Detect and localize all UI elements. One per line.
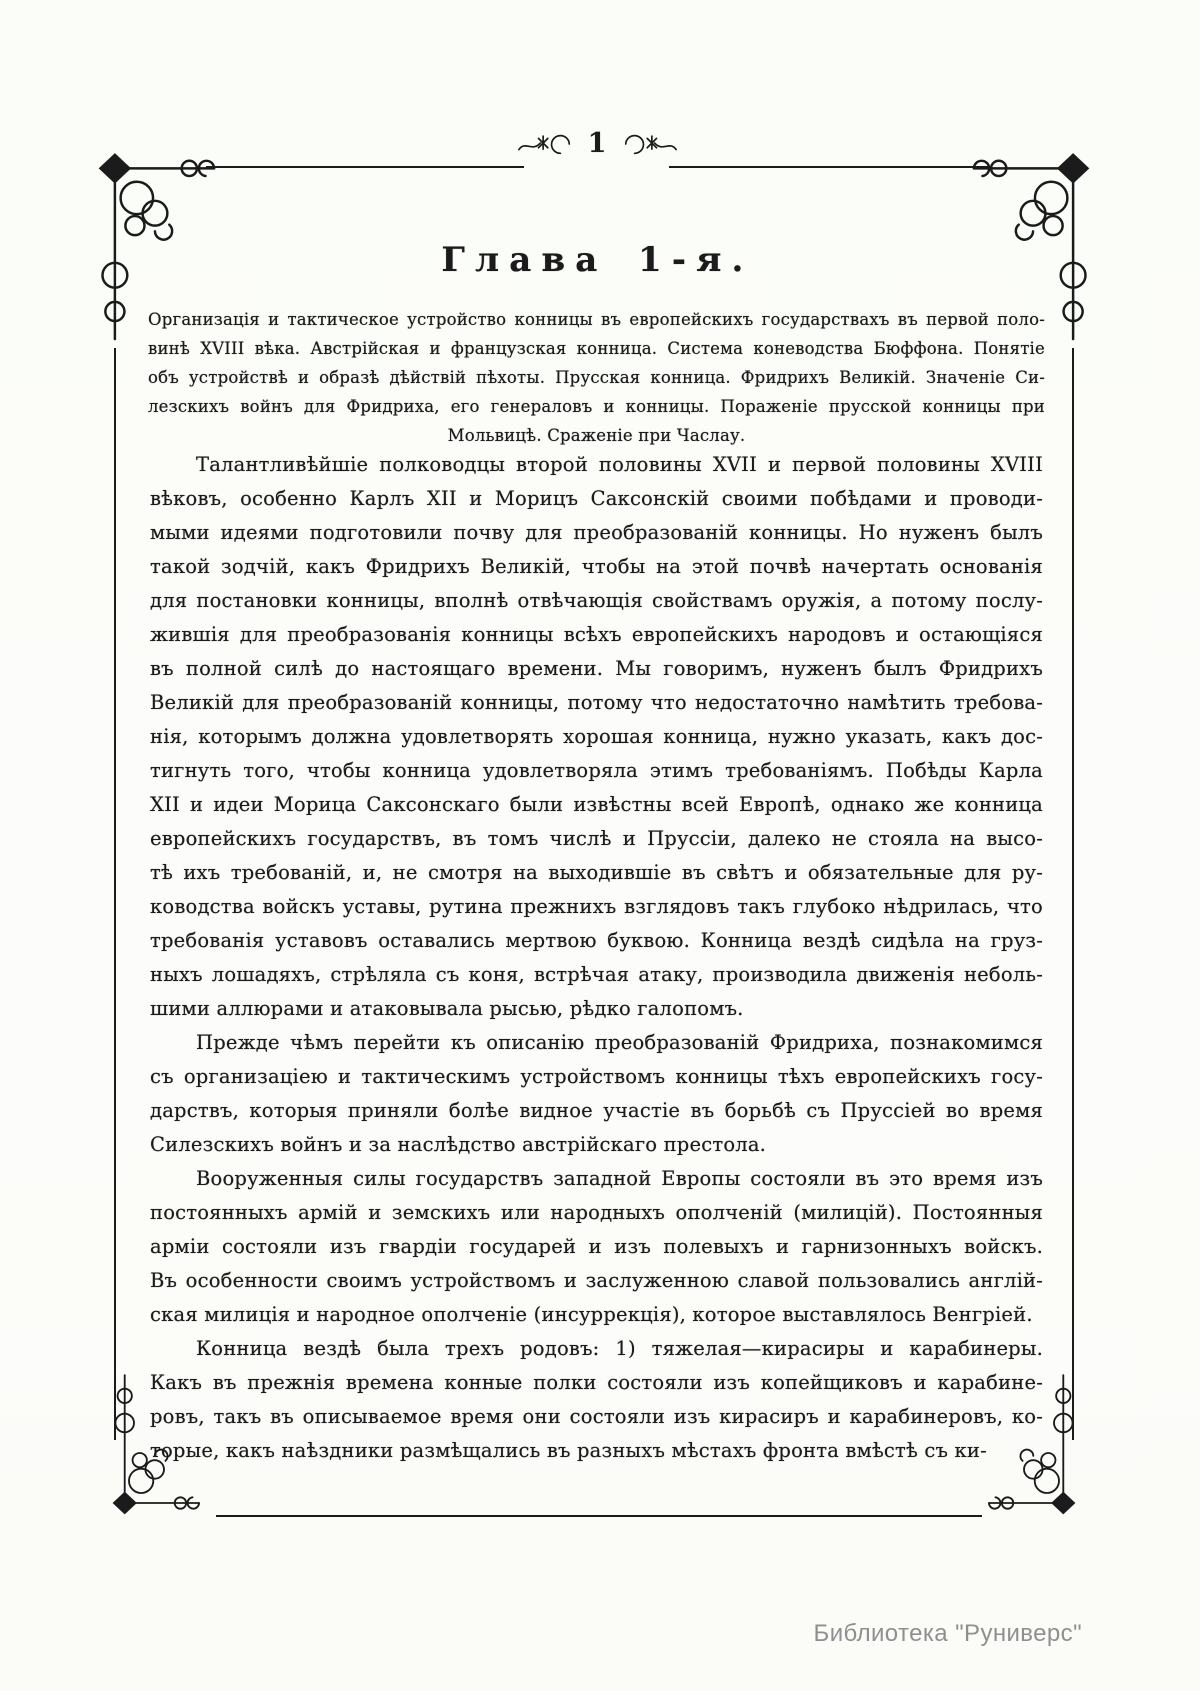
text-line: Конница вездѣ была трехъ родовъ: 1) тяжелая—кирасиры и карабинеры.: [196, 1337, 1043, 1360]
page-number-flourish-right-icon: [621, 130, 679, 158]
text-line: съ организаціею и тактическимъ устройствомъ конницы тѣхъ европейскихъ госу-: [150, 1065, 1043, 1088]
text-line: ныхъ лошадяхъ, стрѣляла съ коня, встрѣчая атаку, производила движенія неболь-: [150, 963, 1043, 986]
text-line: арміи состояли изъ гвардіи государей и изъ полевыхъ и гарнизонныхъ войскъ.: [150, 1235, 1043, 1258]
text-line: жившія для преобразованія конницы всѣхъ европейскихъ народовъ и остающіяся: [150, 623, 1043, 646]
text-line: лезскихъ войнъ для Фридриха, его генераловъ и конницы. Пораженіе прусской конницы при: [148, 397, 1045, 416]
text-line: Какъ въ прежнія времена конные полки состояли изъ копейщиковъ и карабине-: [150, 1371, 1043, 1394]
text-line: тигнуть того, чтобы конница удовлетворяла этимъ требованіямъ. Побѣды Карла: [150, 759, 1043, 782]
text-line: Прежде чѣмъ перейти къ описанію преобразованій Фридриха, познакомимся: [196, 1031, 1043, 1054]
text-line: дарствъ, которыя приняли болѣе видное участіе въ борьбѣ съ Пруссіей во время: [150, 1099, 1043, 1122]
text-line: постоянныхъ армій и земскихъ или народныхъ ополченій (милицій). Постоянныя: [150, 1201, 1043, 1224]
text-line: торые, какъ наѣздники размѣщались въ разныхъ мѣстахъ фронта вмѣстѣ съ ки-: [150, 1439, 987, 1462]
top-border-rule-right: [669, 166, 989, 168]
text-line: нія, которымъ должна удовлетворять хорошая конница, нужно указать, какъ дос-: [150, 725, 1043, 748]
page-number-flourish-left-icon: [516, 130, 574, 158]
body-text: [150, 448, 1043, 1468]
page-header: [150, 128, 1045, 159]
text-line: требованія уставовъ оставались мертвою буквою. Конница вездѣ сидѣла на груз-: [150, 929, 1043, 952]
text-line: Талантливѣйшіе полководцы второй половины XVII и первой половины XVIII: [196, 453, 1043, 476]
paragraph: [150, 448, 1043, 1026]
text-line: Мольвицѣ. Сраженіе при Часлау.: [447, 426, 746, 445]
page-number: 1: [587, 128, 608, 159]
text-line: тѣ ихъ требованій, и, не смотря на выходившіе въ свѣтъ и обязательные для ру-: [150, 861, 1043, 884]
paragraph: [150, 1026, 1043, 1162]
text-line: ровъ, такъ въ описываемое время они состояли изъ кирасиръ и карабинеровъ, ко-: [150, 1405, 1043, 1428]
text-line: европейскихъ государствъ, въ томъ числѣ и Пруссіи, далеко не стояла на высо-: [150, 827, 1043, 850]
text-line: такой зодчій, какъ Фридрихъ Великій, чтобы на этой почвѣ начертать основанія: [150, 555, 1043, 578]
text-line: объ устройствѣ и образѣ дѣйствій пѣхоты. Прусская конница. Фридрихъ Великій. Значеніе Си-: [148, 368, 1045, 387]
text-line: Силезскихъ войнъ и за наслѣдство австрійскаго престола.: [150, 1133, 767, 1156]
text-line: XII и идеи Морица Саксонскаго были извѣстны всей Европѣ, однако же конница: [150, 793, 1043, 816]
paragraph: [150, 1162, 1043, 1332]
right-border-rule: [1072, 348, 1074, 1440]
left-border-rule: [114, 348, 116, 1440]
library-watermark: Библиотека "Руниверс": [813, 1620, 1082, 1647]
text-line: винѣ XVIII вѣка. Австрійская и французская конница. Система коневодства Бюффона. Понятіе: [148, 339, 1045, 358]
chapter-title: Глава 1-я.: [441, 240, 754, 280]
text-line: въ полной силѣ до настоящаго времени. Мы говоримъ, нуженъ былъ Фридрихъ: [150, 657, 1043, 680]
text-line: Въ особенности своимъ устройствомъ и заслуженною славой пользовались англій-: [150, 1269, 1043, 1292]
text-line: Организація и тактическое устройство конницы въ европейскихъ государствахъ въ первой поло-: [148, 310, 1045, 329]
text-line: шими аллюрами и атаковывала рысью, рѣдко галопомъ.: [150, 997, 744, 1020]
text-line: мыми идеями подготовили почву для преобразованій конницы. Но нуженъ былъ: [150, 521, 1043, 544]
text-line: вѣковъ, особенно Карлъ XII и Морицъ Саксонскій своими побѣдами и проводи-: [150, 487, 1043, 510]
text-line: для постановки конницы, вполнѣ отвѣчающія свойствамъ оружія, а потому послу-: [150, 589, 1043, 612]
text-line: Вооруженныя силы государствъ западной Европы состояли въ это время изъ: [196, 1167, 1043, 1190]
text-line: ская милиція и народное ополченіе (инсуррекція), которое выставлялось Венгріей.: [150, 1303, 1033, 1326]
bottom-border-rule: [216, 1515, 982, 1517]
paragraph: [150, 1332, 1043, 1468]
text-line: ководства войскъ уставы, рутина прежнихъ взглядовъ такъ глубоко нѣдрилась, что: [150, 895, 1043, 918]
text-line: Великій для преобразованій конницы, потому что недостаточно намѣтить требова-: [150, 691, 1043, 714]
top-border-rule-left: [206, 166, 524, 168]
chapter-synopsis: [148, 305, 1045, 450]
